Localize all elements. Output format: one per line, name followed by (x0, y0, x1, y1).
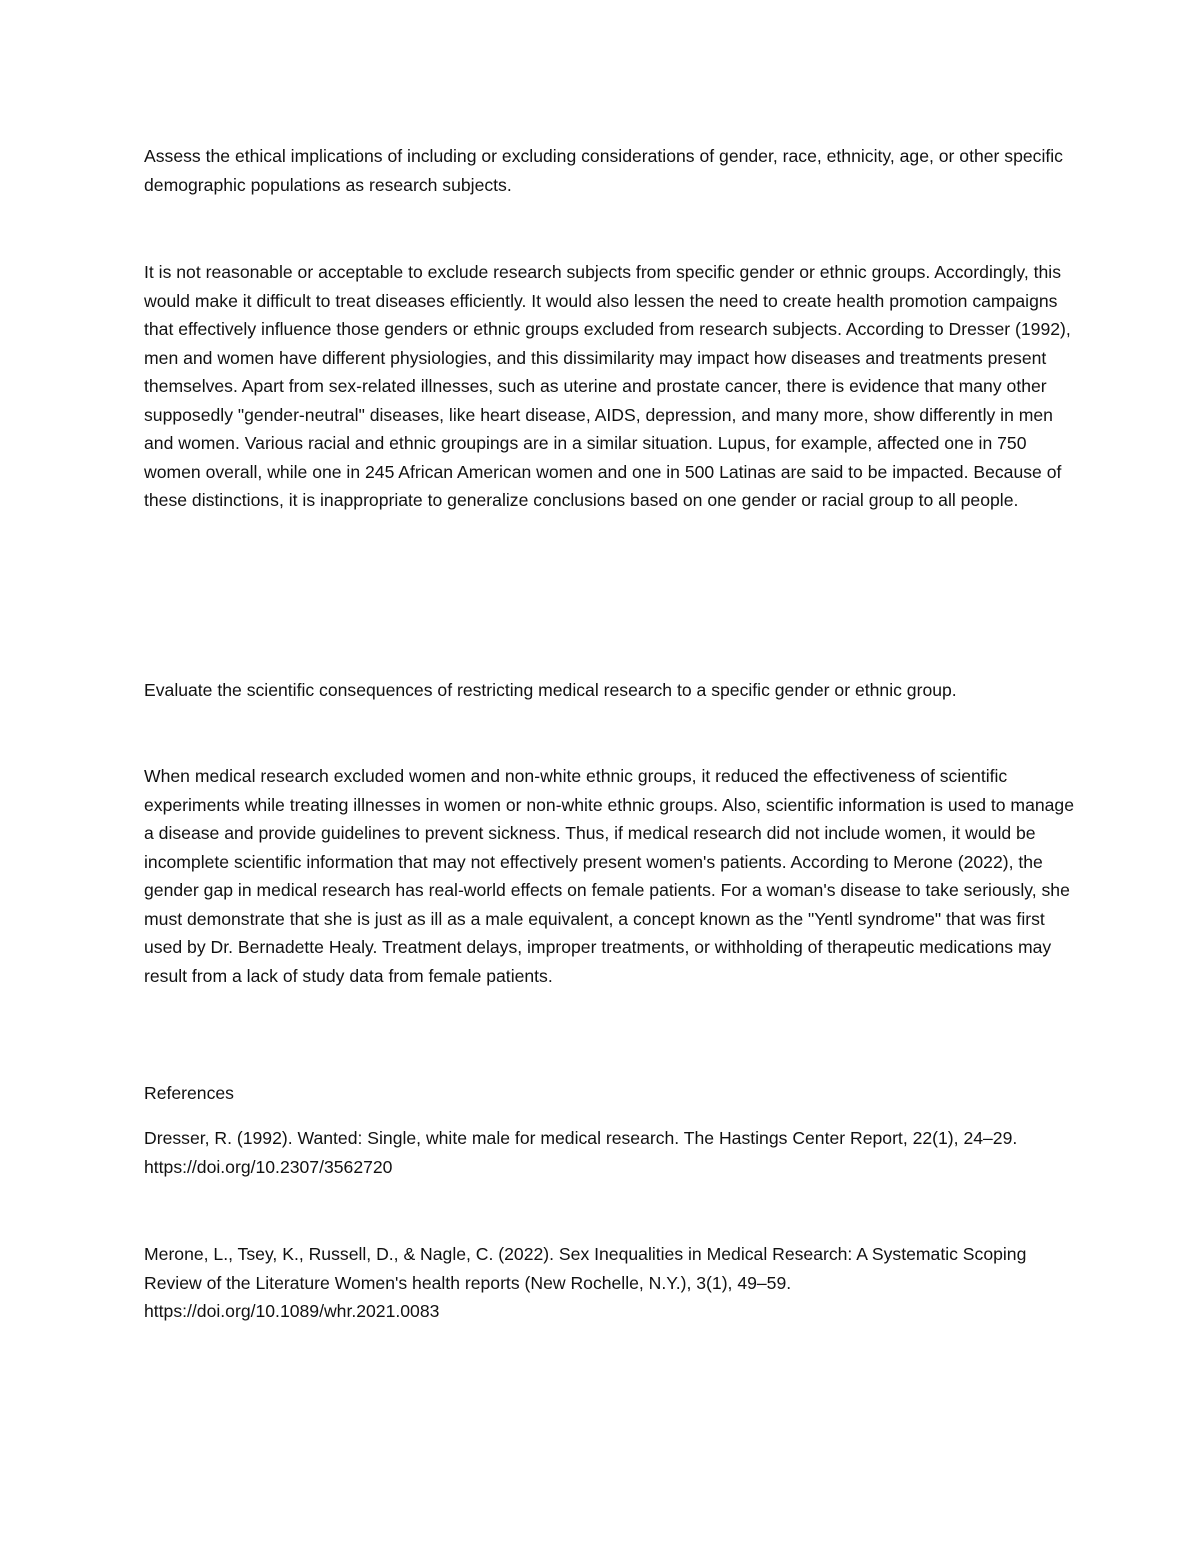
references-heading: References (144, 1083, 234, 1103)
answer-1: It is not reasonable or acceptable to exclude research subjects from specific gender or ethnic groups. Accordingly, this would make it difficult to treat diseases efficiently. It would also lessen the need to create health promotion campaigns that effectively influence those genders or ethnic groups excluded from research subjects. According to Dresser (1992), men and women have different physiologies, and this dissimilarity may impact how diseases and treatments present themselves. Apart from sex-related illnesses, such as uterine and prostate cancer, there is evidence that many other supposedly "gender-neutral" diseases, like heart disease, AIDS, depression, and many more, show differently in men and women. Various racial and ethnic groupings are in a similar situation. Lupus, for example, affected one in 750 women overall, while one in 245 African American women and one in 500 Latinas are said to be impacted. Because of these distinctions, it is inappropriate to generalize conclusions based on one gender or racial group to all people. (144, 262, 1071, 510)
reference-1 (144, 1124, 1074, 1181)
reference-2-link[interactable]: https://doi.org/10.1089/whr.2021.0083 (144, 1301, 440, 1321)
question-1: Assess the ethical implications of including or excluding considerations of gender, race, ethnicity, age, or other specific demographic populations as research subjects. (144, 146, 1063, 195)
reference-1-link[interactable]: https://doi.org/10.2307/3562720 (144, 1156, 393, 1177)
reference-2 (144, 1240, 1074, 1326)
question-2: Evaluate the scientific consequences of restricting medical research to a specific gender or ethnic group. (144, 680, 957, 700)
answer-2: When medical research excluded women and non-white ethnic groups, it reduced the effectiveness of scientific experiments while treating illnesses in women or non-white ethnic groups. Also, scientific information is used to manage a disease and provide guidelines to prevent sickness. Thus, if medical research did not include women, it would be incomplete scientific information that may not effectively present women's patients. According to Merone (2022), the gender gap in medical research has real-world effects on female patients. For a woman's disease to take seriously, she must demonstrate that she is just as ill as a male equivalent, a concept known as the "Yentl syndrome" that was first used by Dr. Bernadette Healy. Treatment delays, improper treatments, or withholding of therapeutic medications may result from a lack of study data from female patients. (144, 766, 1075, 986)
reference-1-text: Dresser, R. (1992). Wanted: Single, white male for medical research. The Hastings Center Report, 22(1), 24–29. (144, 1128, 1018, 1148)
reference-2-text: Merone, L., Tsey, K., Russell, D., & Nagle, C. (2022). Sex Inequalities in Medical Research: A Systematic Scoping Review of the Literature Women's health reports (New Rochelle, N.Y.), 3(1), 49–59. (144, 1244, 1027, 1293)
